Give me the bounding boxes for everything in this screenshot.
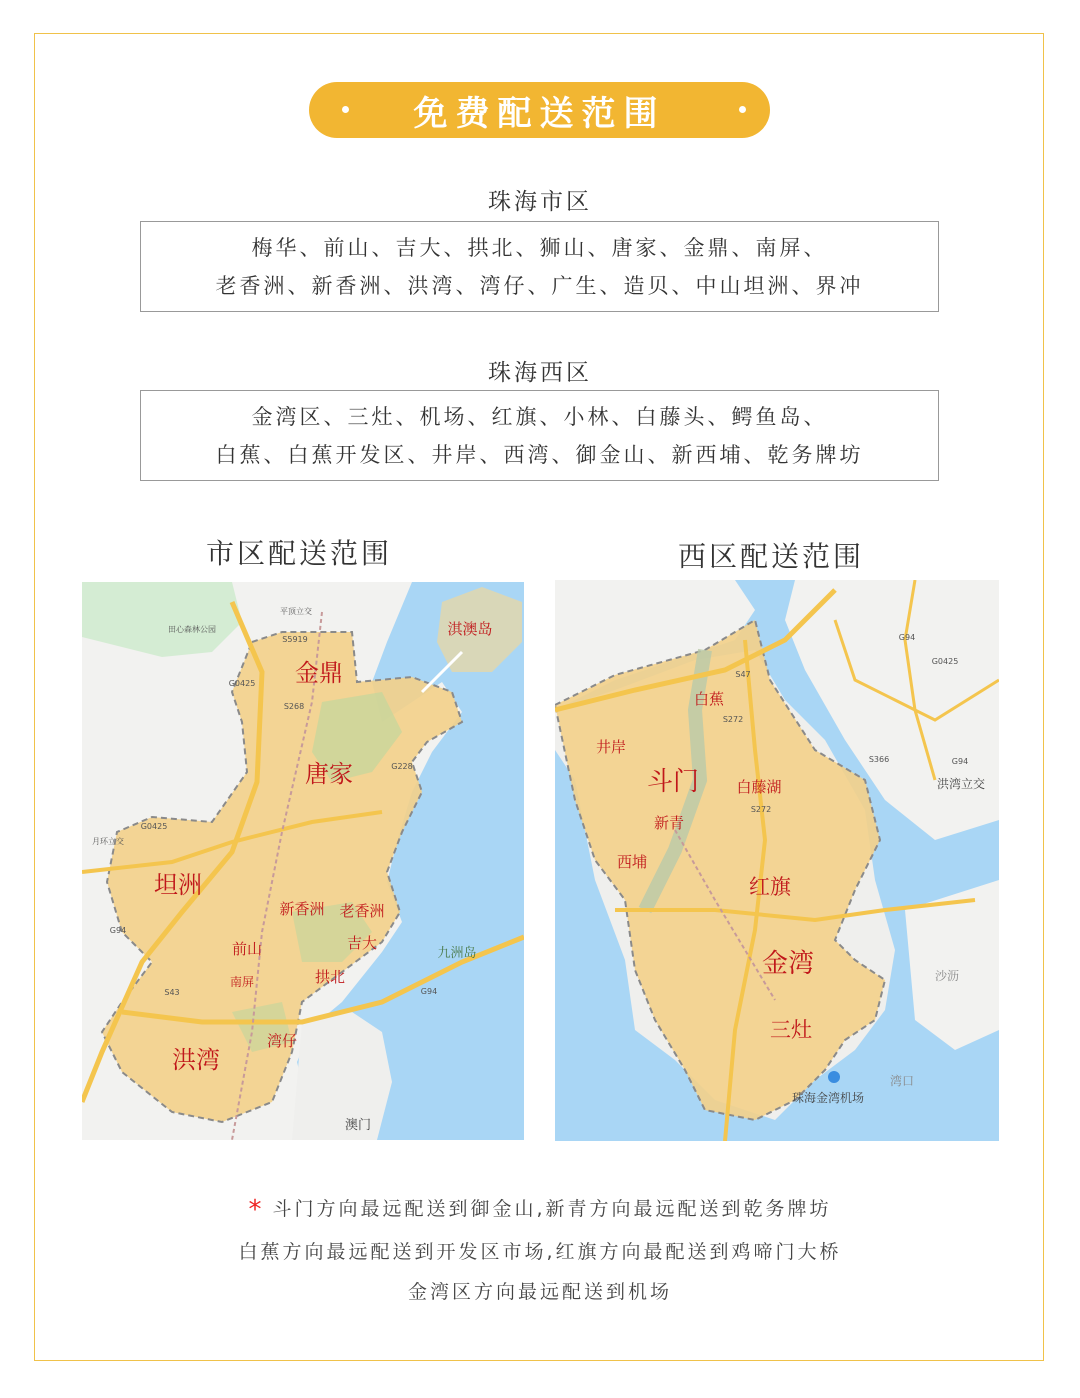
label-qianshan: 前山 xyxy=(231,940,263,958)
label-s43: S43 xyxy=(164,988,180,997)
label-hongwan: 洪湾 xyxy=(172,1046,220,1074)
label-doumen: 斗门 xyxy=(646,767,700,797)
banner-title: 免费配送范围 xyxy=(413,93,666,134)
label-g0425: G0425 xyxy=(931,657,959,666)
land-macau xyxy=(292,1012,392,1140)
label-airport: 珠海金湾机场 xyxy=(791,1091,865,1105)
label-qiaodao: 淇澳岛 xyxy=(447,620,493,638)
label-hongwanlijiao: 洪湾立交 xyxy=(936,777,986,791)
label-g228: G228 xyxy=(391,762,413,771)
label-wankou: 湾口 xyxy=(889,1074,915,1088)
city-map[interactable] xyxy=(82,582,524,1140)
city-heading: 珠海市区 xyxy=(488,189,592,215)
label-xinqing: 新青 xyxy=(653,814,685,832)
label-gongbei: 拱北 xyxy=(314,968,346,986)
label-baijiao: 白蕉 xyxy=(693,690,725,708)
banner-dot-right xyxy=(739,106,746,113)
west-map-title: 西区配送范围 xyxy=(678,540,865,573)
label-jinwan: 金湾 xyxy=(761,949,815,979)
label-jida: 吉大 xyxy=(346,934,378,952)
label-s272b: S272 xyxy=(750,805,772,814)
label-xinxiangzhou: 新香洲 xyxy=(279,900,325,918)
label-xipu: 西埔 xyxy=(616,853,648,871)
label-hongqi: 红旗 xyxy=(749,875,791,899)
note-line-3: 金湾区方向最远配送到机场 xyxy=(407,1281,672,1303)
west-map[interactable] xyxy=(555,580,999,1141)
label-jingan: 井岸 xyxy=(595,738,627,756)
label-g0425b: G0425 xyxy=(140,822,168,831)
label-g94a: G94 xyxy=(109,926,127,935)
city-map-canvas xyxy=(82,582,524,1140)
label-yuehuan: 月环立交 xyxy=(92,837,124,846)
west-area-box xyxy=(140,390,939,481)
label-tanzhou: 坦洲 xyxy=(154,871,202,899)
note-1 xyxy=(0,1194,1080,1225)
banner xyxy=(309,82,770,138)
label-g0425a: G0425 xyxy=(228,679,256,688)
note-line-1: 斗门方向最远配送到御金山,新青方向最远配送到乾务牌坊 xyxy=(272,1198,832,1220)
west-map-canvas xyxy=(555,580,999,1141)
banner-dot-left xyxy=(342,106,349,113)
city-area-box xyxy=(140,221,939,312)
label-g94b: G94 xyxy=(951,757,969,766)
label-g94a: G94 xyxy=(898,633,916,642)
west-line-1: 金湾区、三灶、机场、红旗、小林、白藤头、鳄鱼岛、 xyxy=(251,404,828,429)
asterisk-icon: * xyxy=(248,1194,265,1225)
label-baitenghu: 白藤湖 xyxy=(736,778,782,796)
label-macau: 澳门 xyxy=(344,1118,372,1133)
label-sanzao: 三灶 xyxy=(770,1018,812,1042)
label-wanzai: 湾仔 xyxy=(266,1032,298,1050)
label-s47: S47 xyxy=(735,670,751,679)
label-s5919: S5919 xyxy=(282,635,308,644)
west-line-2: 白蕉、白蕉开发区、井岸、西湾、御金山、新西埔、乾务牌坊 xyxy=(215,442,864,467)
city-line-1: 梅华、前山、吉大、拱北、狮山、唐家、金鼎、南屏、 xyxy=(251,235,828,260)
label-jiuzhoudao: 九洲岛 xyxy=(437,946,477,961)
label-s366: S366 xyxy=(868,755,890,764)
label-jinding: 金鼎 xyxy=(295,659,343,687)
label-shali: 沙沥 xyxy=(934,969,960,983)
label-s272a: S272 xyxy=(722,715,744,724)
label-s268: S268 xyxy=(283,702,305,711)
city-map-title: 市区配送范围 xyxy=(206,537,393,570)
label-g94b: G94 xyxy=(420,987,438,996)
city-line-2: 老香洲、新香洲、洪湾、湾仔、广生、造贝、中山坦洲、界冲 xyxy=(215,273,864,298)
airport-icon xyxy=(828,1071,840,1083)
label-nanping: 南屏 xyxy=(229,975,255,989)
note-line-2: 白蕉方向最远配送到开发区市场,红旗方向最配送到鸡啼门大桥 xyxy=(238,1241,842,1263)
label-pingding: 平顶立交 xyxy=(280,607,312,616)
label-tangjia: 唐家 xyxy=(305,760,353,788)
label-tianxin: 田心森林公园 xyxy=(168,625,216,634)
west-heading: 珠海西区 xyxy=(488,360,592,386)
label-laoxiangzhou: 老香洲 xyxy=(339,902,385,920)
